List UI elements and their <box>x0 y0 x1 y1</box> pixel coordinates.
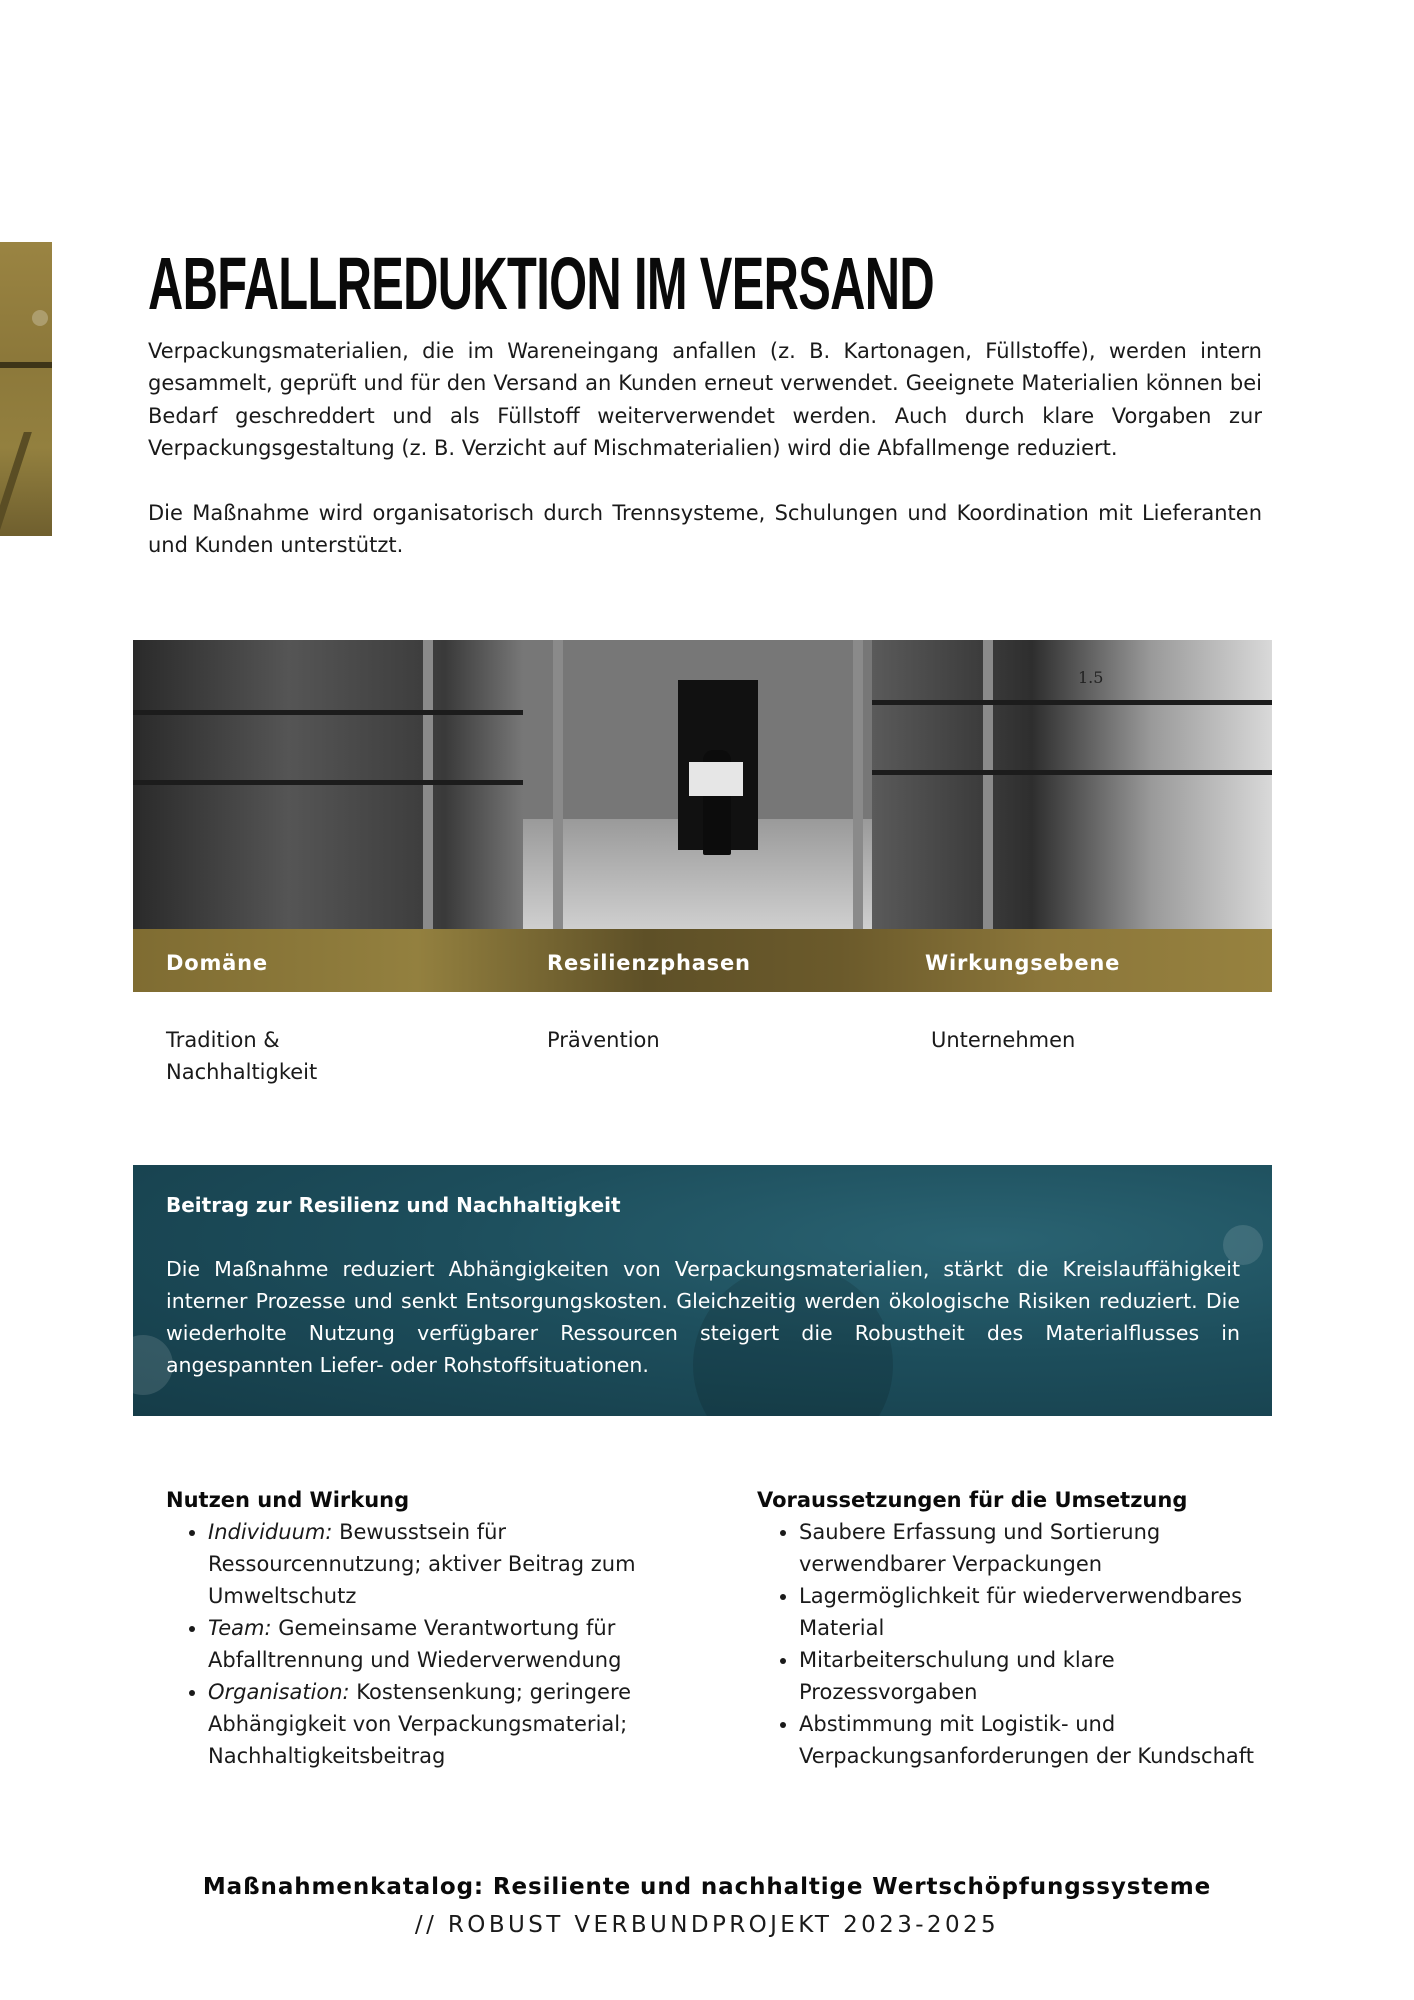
meta-label-resilience-phases: Resilienzphasen <box>547 951 751 975</box>
intro-paragraph-2: Die Maßnahme wird organisatorisch durch Trennsysteme, Schulungen und Koordination mit Lieferanten und Kunden unterstützt. <box>148 500 1262 558</box>
benefit-text: Gemeinsame Verantwortung für Abfalltrennung und Wiederverwendung <box>208 1616 622 1672</box>
warehouse-photo <box>133 640 1272 929</box>
benefit-text: Kostensenkung; geringere Abhängigkeit von Verpackungsmaterial; Nachhaltigkeitsbeitrag <box>208 1680 632 1768</box>
contribution-heading: Beitrag zur Resilienz und Nachhaltigkeit <box>166 1193 621 1217</box>
benefits-list-item <box>208 1612 706 1676</box>
intro-paragraph-1: Verpackungsmaterialien, die im Wareneingang anfallen (z. B. Kartonagen, Füllstoffe), werden intern gesammelt, geprüft und für den Versand an Kunden erneut verwendet. Geeignete Materialien können bei Bedarf geschreddert und als Füllstoff weiterverwendet werden. Auch durch klare Vorgaben zur Verpackungsgestaltung (z. B. Verzicht auf Mischmaterialien) wird die Abfallmenge reduziert. <box>148 339 1262 461</box>
footer-project-subtitle: // ROBUST VERBUNDPROJEKT 2023-2025 <box>414 1912 1000 1938</box>
side-bar-beam <box>0 362 52 368</box>
benefits-list <box>166 1516 706 1772</box>
benefit-label: Individuum: <box>208 1520 333 1544</box>
requirements-list-item: • Lagermöglichkeit für wiederverwendbares Material <box>799 1580 1257 1644</box>
meta-label-domain: Domäne <box>166 951 268 975</box>
photo-right-rack <box>872 640 1272 929</box>
side-bar-strut <box>0 432 32 536</box>
side-bar-node-dot <box>32 310 48 326</box>
photo-carried-box <box>689 762 743 796</box>
meta-value-resilience-phases: Prävention <box>547 1028 660 1052</box>
benefit-label: Team: <box>208 1616 272 1640</box>
photo-shelf <box>872 700 1272 705</box>
benefits-list-item <box>208 1516 706 1612</box>
photo-rack-upright <box>983 640 993 929</box>
requirements-list <box>757 1516 1257 1772</box>
benefits-list-item <box>208 1676 706 1772</box>
benefit-label: Organisation: <box>208 1680 350 1704</box>
requirements-list-item: • Abstimmung mit Logistik- und Verpackungsanforderungen der Kundschaft <box>799 1708 1257 1772</box>
photo-shelf <box>133 710 523 715</box>
benefit-text: Bewusstsein für Ressourcennutzung; aktiver Beitrag zum Umweltschutz <box>208 1520 636 1608</box>
page-title: ABFALLREDUKTION IM VERSAND <box>148 242 934 325</box>
photo-shelf <box>872 770 1272 775</box>
contribution-box <box>133 1165 1272 1416</box>
benefits-heading: Nutzen und Wirkung <box>166 1488 410 1512</box>
requirements-list-item: • Mitarbeiterschulung und klare Prozessvorgaben <box>799 1644 1257 1708</box>
photo-rack-upright <box>553 640 563 929</box>
contribution-text: Die Maßnahme reduziert Abhängigkeiten von Verpackungsmaterialien, stärkt die Kreislauffähigkeit interner Prozesse und senkt Entsorgungskosten. Gleichzeitig werden ökologische Risiken reduziert. Die wiederholte Nutzung verfügbarer Ressourcen steigert die Robustheit des Materialflusses in angespannten Liefer- oder Rohstoffsituationen. <box>166 1257 1240 1377</box>
requirements-list-item: • Saubere Erfassung und Sortierung verwendbarer Verpackungen <box>799 1516 1257 1580</box>
benefits-section <box>166 1484 706 1772</box>
intro-text <box>148 335 1262 593</box>
meta-value-impact-level: Unternehmen <box>931 1028 1076 1052</box>
photo-rack-upright <box>853 640 863 929</box>
photo-shelf <box>133 780 523 785</box>
meta-label-impact-level: Wirkungsebene <box>925 951 1121 975</box>
footer-catalog-title: Maßnahmenkatalog: Resiliente und nachhaltige Wertschöpfungssysteme <box>202 1874 1212 1900</box>
meta-value-domain: Tradition & Nachhaltigkeit <box>166 1028 318 1084</box>
requirements-heading: Voraussetzungen für die Umsetzung <box>757 1488 1188 1512</box>
requirements-section <box>757 1484 1257 1772</box>
photo-shelf-label: 1.5 <box>1078 668 1104 687</box>
decorative-side-bar <box>0 242 52 536</box>
